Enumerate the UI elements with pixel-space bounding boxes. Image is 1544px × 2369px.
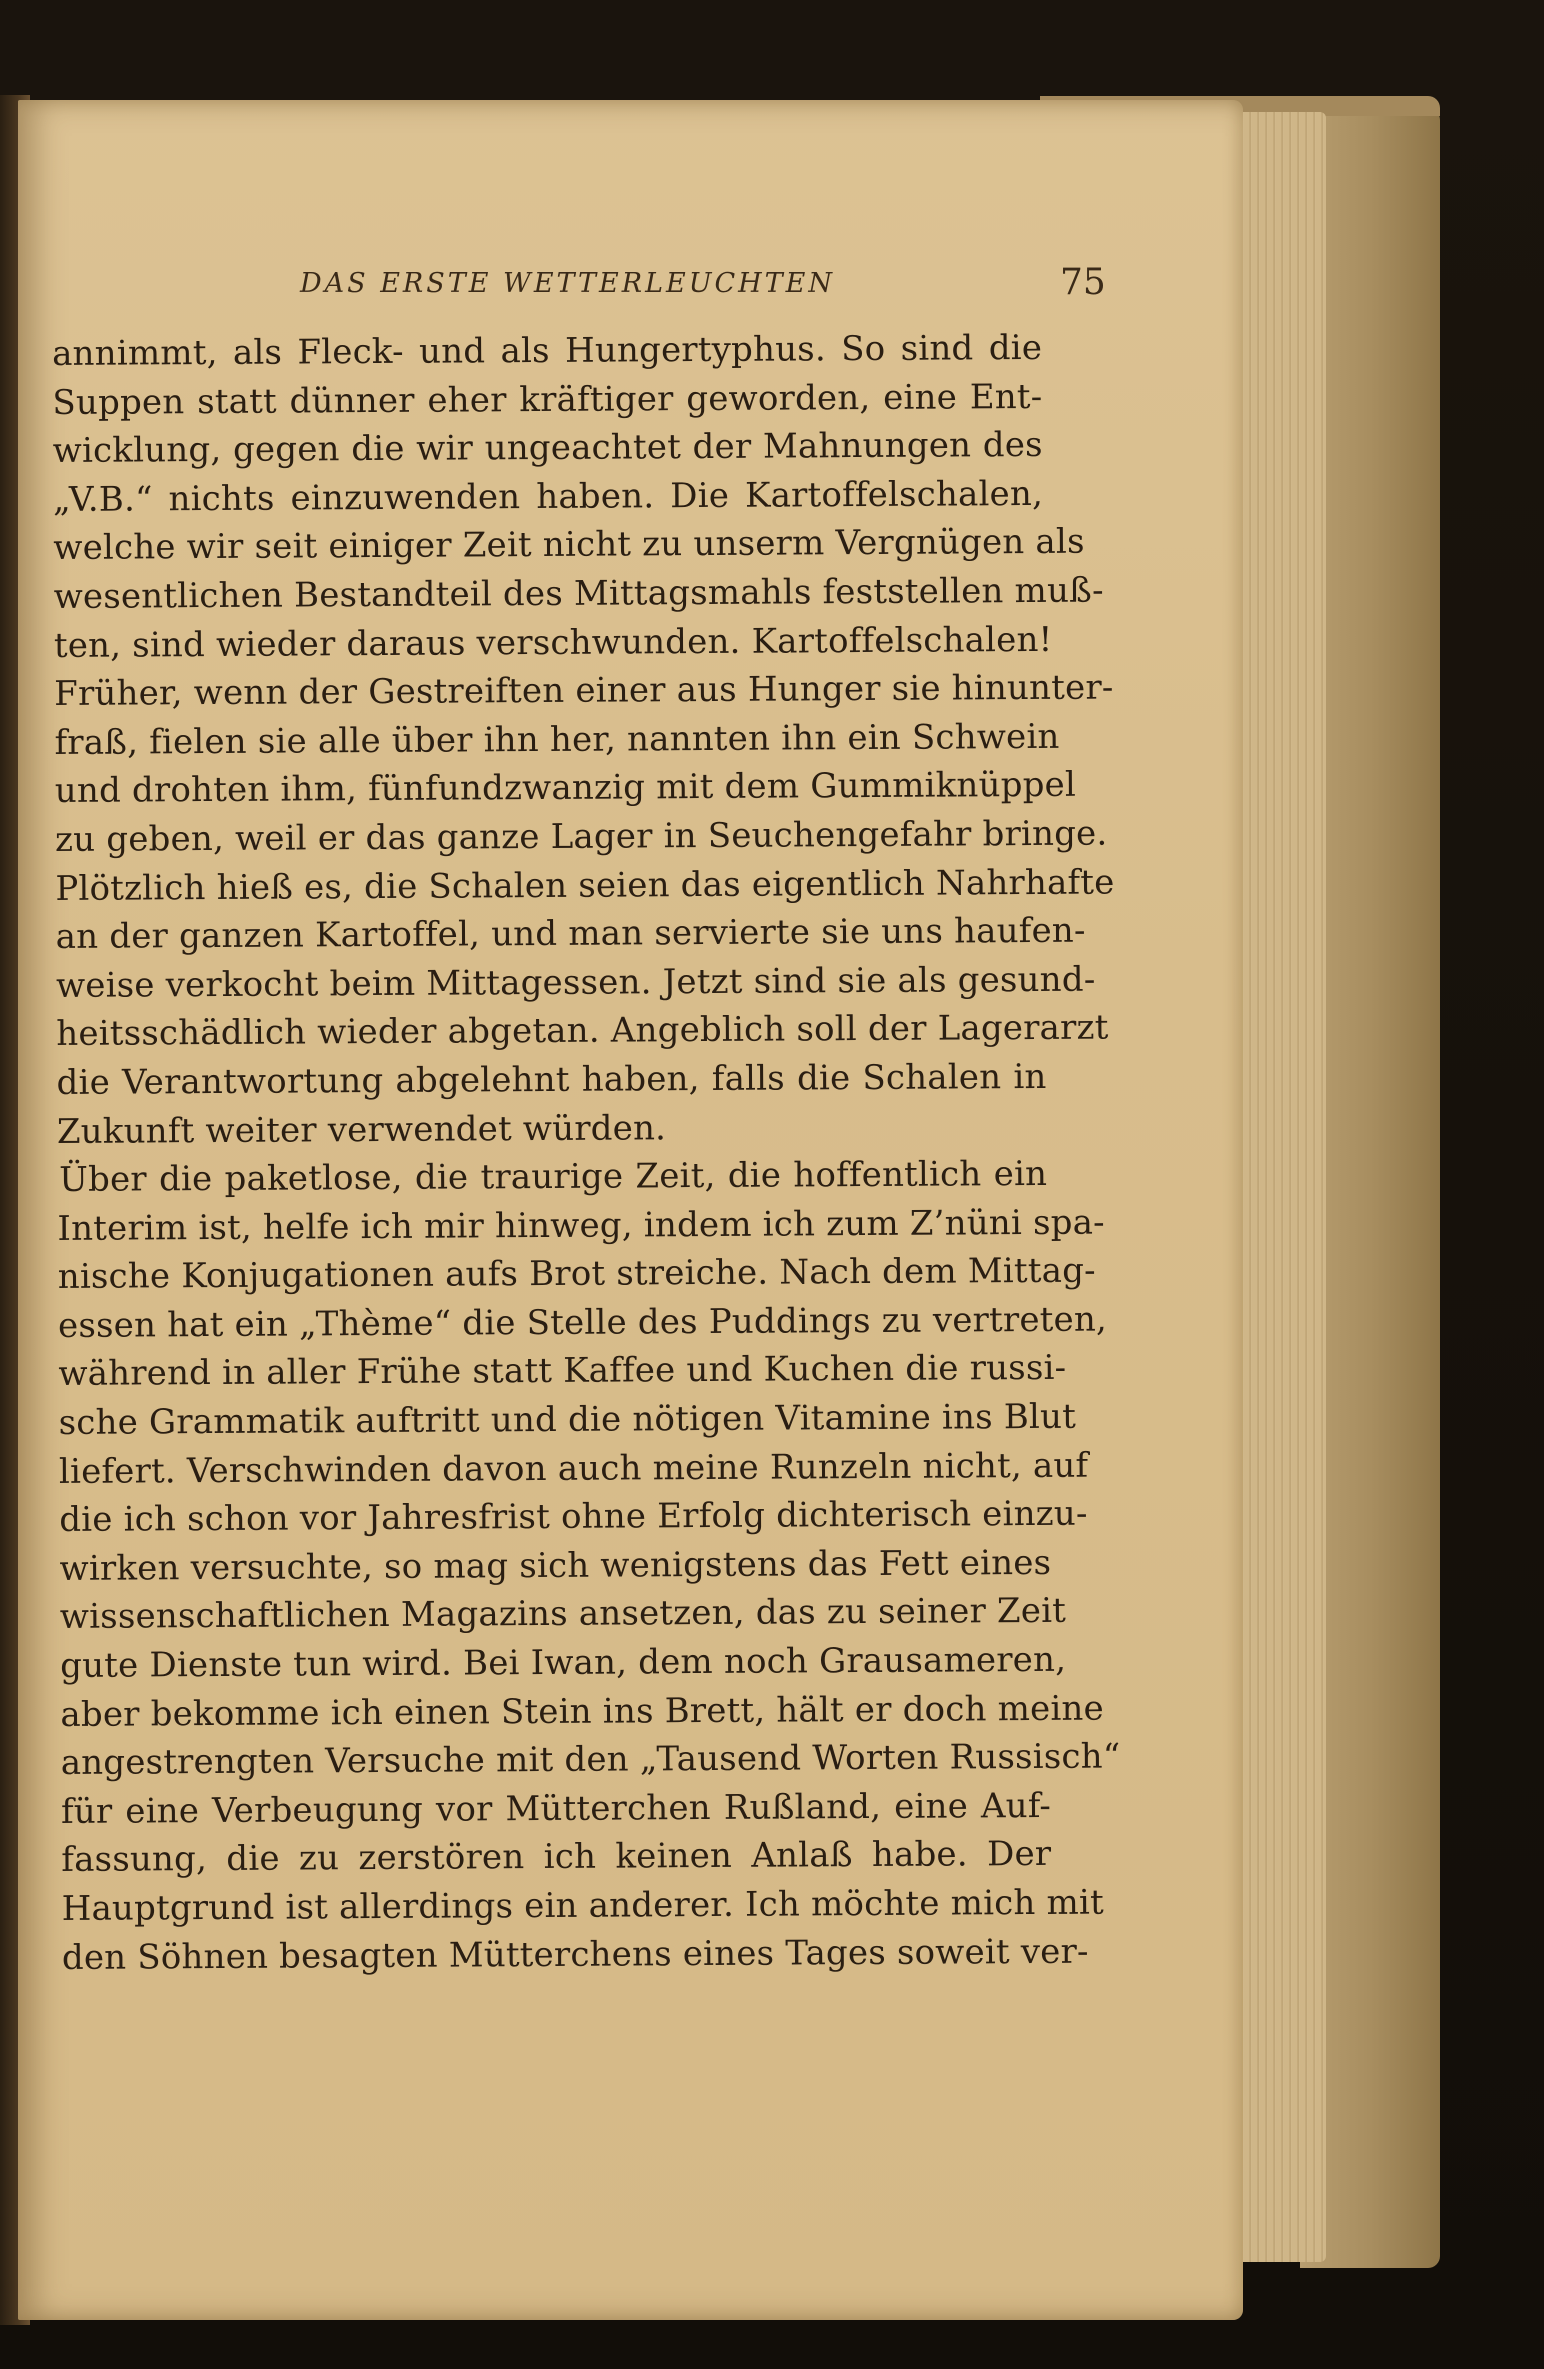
body-text [52, 324, 1121, 1982]
page-edges [1236, 112, 1326, 2262]
text-line: Interim ist, helfe ich mir hinweg, indem ich zum Z’nüni spa- [57, 1202, 1105, 1249]
text-line: „V.B.“ nichts einzuwenden haben. Die Kartoffelschalen, [52, 473, 1044, 520]
text-line: aber bekomme ich einen Stein ins Brett, hält er doch meine [60, 1688, 1104, 1735]
text-line: den Söhnen besagten Mütterchens eines Tages soweit ver- [61, 1931, 1089, 1978]
text-line: an der ganzen Kartoffel, und man servierte sie uns haufen- [55, 910, 1086, 958]
text-line: wesentlichen Bestandteil des Mittagsmahls feststellen muß- [53, 570, 1104, 617]
text-line: welche wir seit einiger Zeit nicht zu unserm Vergnügen als [53, 522, 1085, 569]
text-line: zu geben, weil er das ganze Lager in Seuchengefahr bringe. [54, 813, 1108, 860]
text-line: wicklung, gegen die wir ungeachtet der Mahnungen des [52, 425, 1043, 472]
text-line: liefert. Verschwinden davon auch meine Runzeln nicht, auf [58, 1445, 1089, 1492]
running-head: DAS ERSTE WETTERLEUCHTEN [300, 268, 836, 299]
text-line: Hauptgrund ist allerdings ein anderer. Ich möchte mich mit [61, 1882, 1105, 1929]
text-line: wissenschaftlichen Magazins ansetzen, das zu seiner Zeit [59, 1591, 1067, 1638]
page-header [300, 262, 1240, 322]
text-line: die ich schon vor Jahresfrist ohne Erfolg dichterisch einzu- [59, 1493, 1088, 1541]
page-number: 75 [1060, 262, 1106, 303]
text-line: und drohten ihm, fünfundzwanzig mit dem Gummiknüppel [54, 765, 1077, 812]
text-line: Früher, wenn der Gestreiften einer aus Hunger sie hinunter- [54, 667, 1114, 715]
text-line: während in aller Frühe statt Kaffee und Kuchen die russi- [58, 1348, 1067, 1395]
text-line: Über die paketlose, die traurige Zeit, die hoffentlich ein [59, 1154, 1048, 1201]
text-line: für eine Verbeugung vor Mütterchen Rußland, eine Auf- [60, 1785, 1052, 1832]
text-line: die Verantwortung abgelehnt haben, falls die Schalen in [56, 1056, 1047, 1103]
text-line: fassung, die zu zerstören ich keinen Anlaß habe. Der [61, 1834, 1052, 1881]
text-line: angestrengten Versuche mit den „Tausend Worten Russisch“ [60, 1736, 1121, 1784]
text-line: weise verkocht beim Mittagessen. Jetzt sind sie als gesund- [55, 959, 1096, 1006]
text-line: heitsschädlich wieder abgetan. Angeblich soll der Lagerarzt [56, 1007, 1109, 1055]
text-line: gute Dienste tun wird. Bei Iwan, dem noch Grausameren, [60, 1639, 1067, 1687]
text-line: Plötzlich hieß es, die Schalen seien das eigentlich Nahrhafte [55, 862, 1115, 909]
text-line: essen hat ein „Thème“ die Stelle des Puddings zu vertreten, [57, 1299, 1108, 1346]
text-line: fraß, fielen sie alle über ihn her, nannten ihn ein Schwein [54, 716, 1060, 763]
text-line: annimmt, als Fleck- und als Hungertyphus. So sind die [52, 327, 1043, 374]
text-line: Suppen statt dünner eher kräftiger geworden, eine Ent- [52, 376, 1043, 423]
text-line: wirken versuchte, so mag sich wenigstens das Fett eines [59, 1542, 1052, 1589]
text-line: ten, sind wieder daraus verschwunden. Kartoffelschalen! [53, 619, 1053, 666]
text-line: sche Grammatik auftritt und die nötigen Vitamine ins Blut [58, 1396, 1077, 1444]
text-line: Zukunft weiter verwendet würden. [56, 1107, 667, 1152]
text-line: nische Konjugationen aufs Brot streiche. Nach dem Mittag- [57, 1250, 1096, 1298]
